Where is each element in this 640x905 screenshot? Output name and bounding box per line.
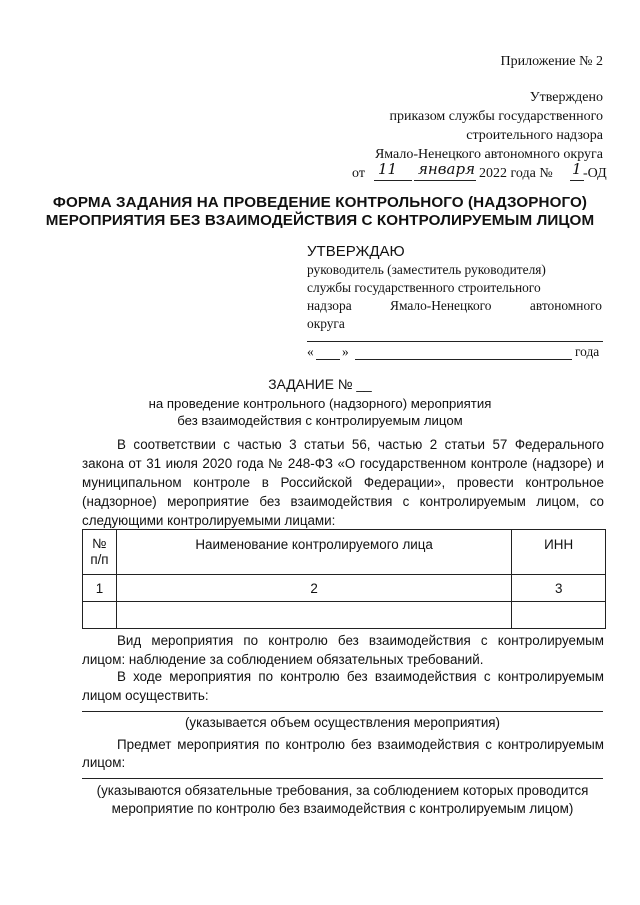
subject-fill-line [82,778,603,779]
form-title-line-2: МЕРОПРИЯТИЯ БЕЗ ВЗАИМОДЕЙСТВИЯ С КОНТРОЛИРУЕМЫМ ЛИЦОМ [45,212,595,229]
scope-line-1: В ходе мероприятия по контролю без взаимодействия с контролируемым [117,669,604,684]
type-line-2: лицом: наблюдение за соблюдением обязательных требований. [82,652,484,667]
table-header-row [83,530,606,575]
table-cell [116,602,511,629]
controlled-persons-table [82,529,606,629]
subject-line-2: лицом: [82,755,126,770]
handwritten-order-number: 1 [572,160,582,178]
intro-line-5: следующими контролируемыми лицами: [82,513,336,528]
close-quote: » [342,344,349,359]
form-title-line-1: ФОРМА ЗАДАНИЯ НА ПРОВЕДЕНИЕ КОНТРОЛЬНОГО (НАДЗОРНОГО) [52,194,588,211]
subject-hint-2: мероприятие по контролю без взаимодействия с контролируемым лицом) [111,801,574,816]
order-line-3: Ямало-Ненецкого автономного округа [374,147,603,162]
header-inn: ИНН [512,530,606,575]
intro-line-4: (надзорное) мероприятие без взаимодействия с контролируемым лицом, со [82,494,604,509]
approved-label: Утверждено [529,90,603,105]
header-number: № п/п [83,530,117,575]
table-cell: 1 [83,575,117,602]
subject-hint-1: (указываются обязательные требования, за соблюдением которых проводится [96,783,589,798]
table-cell: 2 [116,575,511,602]
approve-line-2: службы государственного строительного [307,280,541,295]
date-prefix: от [352,166,365,181]
task-subtitle-2: без взаимодействия с контролируемым лицом [177,413,463,428]
scope-hint: (указывается объем осуществления мероприятия) [184,715,501,730]
approve-line-1: руководитель (заместитель руководителя) [307,262,546,277]
scope-fill-line [82,711,603,712]
signature-line [307,341,603,342]
date-year: 2022 года № [479,166,553,181]
approve-heading: УТВЕРЖДАЮ [307,243,405,260]
header-name: Наименование контролируемого лица [116,530,511,575]
table-row [83,602,606,629]
approve-date-line [307,344,607,364]
approve-line-3: надзора Ямало-Ненецкого автономного [307,298,602,313]
appendix-label: Приложение № 2 [500,54,603,69]
order-line-1: приказом службы государственного [389,109,603,124]
intro-line-1: В соответствии с частью 3 статьи 56, частью 2 статьи 57 Федерального [117,437,604,452]
task-subtitle-1: на проведение контрольного (надзорного) мероприятия [148,396,492,411]
type-line-1: Вид мероприятия по контролю без взаимодействия с контролируемым [117,633,604,648]
order-date-line [352,160,606,184]
table-row [83,575,606,602]
open-quote: « [307,344,314,359]
table-cell: 3 [512,575,606,602]
intro-line-3: муниципальном контроле в Российской Федерации», провести контрольное [82,475,604,490]
scope-line-2: лицом осуществить: [82,688,209,703]
intro-line-2: закона от 31 июля 2020 года № 248-ФЗ «О государственном контроле (надзоре) и [82,456,604,471]
order-suffix: -ОД [583,166,607,181]
date-year-word: года [575,344,600,359]
table-cell [83,602,117,629]
order-line-2: строительного надзора [466,128,603,143]
approve-line-4: округа [307,316,345,331]
task-title: ЗАДАНИЕ № __ [268,377,372,392]
subject-line-1: Предмет мероприятия по контролю без взаимодействия с контролируемым [117,737,604,752]
handwritten-day: 11 [378,160,398,178]
handwritten-month: января [418,160,476,178]
table-cell [512,602,606,629]
